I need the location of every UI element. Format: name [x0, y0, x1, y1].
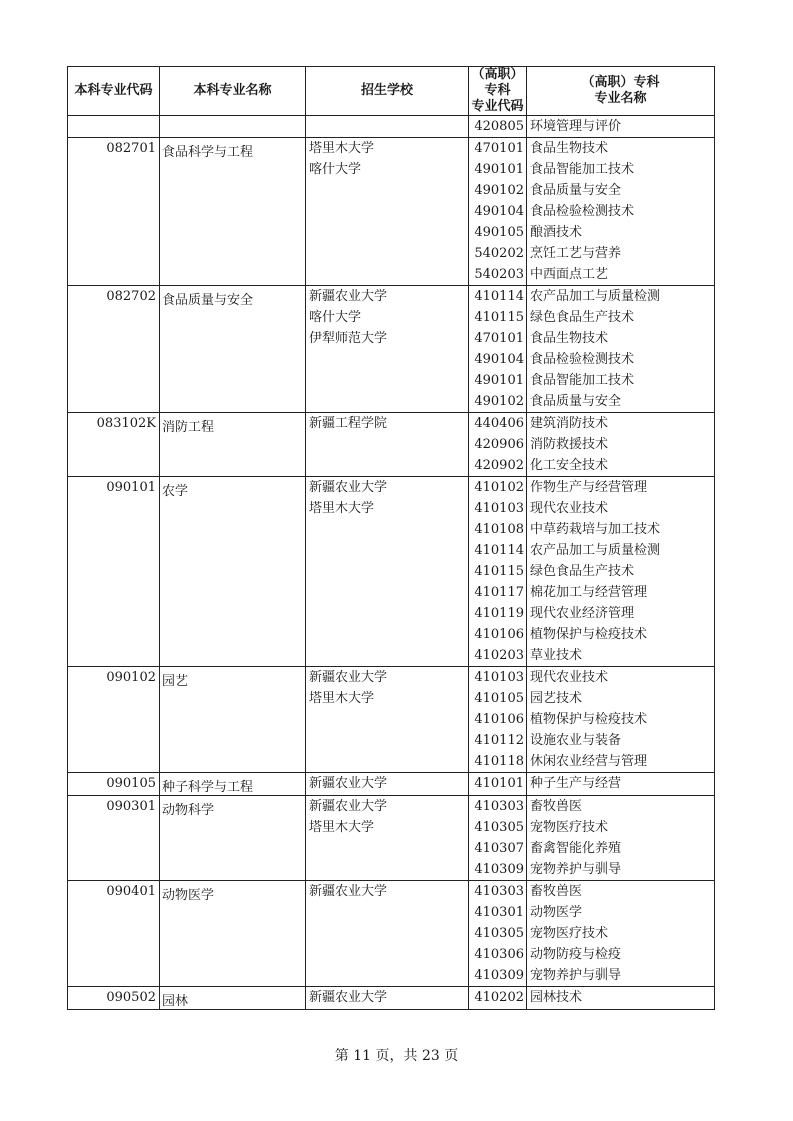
undergrad-code-cell: 090301 [68, 796, 160, 881]
vocational-code: 410115 [474, 564, 524, 579]
undergrad-code-cell: 082701 [68, 138, 160, 286]
vocational-code: 410119 [474, 606, 524, 621]
header-vocational-code-line2: 专业代码 [471, 99, 524, 114]
vocational-code-cell [469, 796, 527, 881]
school-cell [306, 773, 469, 796]
school-cell [306, 286, 469, 413]
undergrad-code-cell: 090105 [68, 773, 160, 796]
vocational-name: 现代农业技术 [530, 501, 609, 516]
table-row [68, 413, 715, 477]
header-vocational-name-line1: （高职）专科 [581, 75, 660, 90]
vocational-code: 490105 [474, 225, 524, 240]
vocational-code: 420805 [474, 119, 524, 134]
vocational-code-cell [469, 138, 527, 286]
school-name: 塔里木大学 [309, 820, 375, 835]
vocational-code: 410303 [474, 884, 524, 899]
vocational-code: 410301 [474, 905, 524, 920]
school-name: 新疆农业大学 [309, 670, 388, 685]
vocational-code: 410305 [474, 820, 524, 835]
vocational-name: 设施农业与装备 [530, 733, 622, 748]
major-table [67, 66, 715, 1010]
vocational-name: 植物保护与检疫技术 [530, 627, 648, 642]
vocational-name: 绿色食品生产技术 [530, 310, 635, 325]
school-name: 新疆农业大学 [309, 289, 388, 304]
vocational-code: 440406 [474, 416, 524, 431]
vocational-name-cell [527, 138, 715, 286]
school-name: 伊犁师范大学 [309, 331, 388, 346]
vocational-name: 休闲农业经营与管理 [530, 754, 648, 769]
school-name: 喀什大学 [309, 162, 362, 177]
header-undergrad-name: 本科专业名称 [160, 67, 306, 116]
vocational-name: 食品质量与安全 [530, 183, 622, 198]
vocational-name-cell [527, 286, 715, 413]
vocational-name: 农产品加工与质量检测 [530, 289, 661, 304]
undergrad-name-cell [160, 116, 306, 138]
vocational-name-cell [527, 413, 715, 477]
vocational-code: 410106 [474, 712, 524, 727]
vocational-name: 现代农业技术 [530, 670, 609, 685]
school-cell [306, 987, 469, 1010]
vocational-code: 410106 [474, 627, 524, 642]
vocational-name-cell [527, 116, 715, 138]
undergrad-name-cell: 农学 [160, 477, 306, 667]
school-cell [306, 667, 469, 773]
vocational-name: 棉花加工与经营管理 [530, 585, 648, 600]
vocational-name: 动物防疫与检疫 [530, 947, 622, 962]
vocational-code: 410303 [474, 799, 524, 814]
vocational-code: 410118 [474, 754, 524, 769]
vocational-name: 烹饪工艺与营养 [530, 246, 622, 261]
vocational-name: 动物医学 [530, 905, 583, 920]
vocational-code: 410114 [474, 289, 524, 304]
vocational-name: 绿色食品生产技术 [530, 564, 635, 579]
school-cell [306, 413, 469, 477]
school-name: 新疆农业大学 [309, 480, 388, 495]
vocational-name: 食品智能加工技术 [530, 373, 635, 388]
vocational-code: 410117 [474, 585, 524, 600]
table-row [68, 796, 715, 881]
table-row [68, 477, 715, 667]
page-number: 第 11 页，共 23 页 [334, 1048, 459, 1064]
school-name: 新疆工程学院 [309, 416, 388, 431]
vocational-name: 畜禽智能化养殖 [530, 841, 622, 856]
vocational-name: 食品检验检测技术 [530, 204, 635, 219]
vocational-code: 410103 [474, 501, 524, 516]
vocational-code: 410203 [474, 648, 524, 663]
vocational-name-cell [527, 796, 715, 881]
vocational-name: 畜牧兽医 [530, 799, 583, 814]
vocational-name: 食品质量与安全 [530, 394, 622, 409]
undergrad-name-cell: 食品质量与安全 [160, 286, 306, 413]
vocational-code: 410305 [474, 926, 524, 941]
vocational-name: 园林技术 [530, 990, 583, 1005]
vocational-name: 酿酒技术 [530, 225, 583, 240]
vocational-name: 植物保护与检疫技术 [530, 712, 648, 727]
vocational-name: 园艺技术 [530, 691, 583, 706]
vocational-code: 410103 [474, 670, 524, 685]
school-name: 新疆农业大学 [309, 990, 388, 1005]
undergrad-code-cell: 082702 [68, 286, 160, 413]
undergrad-code-cell: 090101 [68, 477, 160, 667]
school-name: 新疆农业大学 [309, 799, 388, 814]
vocational-code-cell [469, 477, 527, 667]
vocational-code: 490102 [474, 183, 524, 198]
vocational-name: 建筑消防技术 [530, 416, 609, 431]
table-row [68, 667, 715, 773]
vocational-name: 宠物医疗技术 [530, 926, 609, 941]
vocational-name: 作物生产与经营管理 [530, 480, 648, 495]
vocational-name-cell [527, 881, 715, 987]
vocational-code: 540202 [474, 246, 524, 261]
undergrad-code-cell: 083102K [68, 413, 160, 477]
vocational-name-cell [527, 667, 715, 773]
vocational-code: 410102 [474, 480, 524, 495]
vocational-code-cell [469, 987, 527, 1010]
school-cell [306, 116, 469, 138]
vocational-name: 现代农业经济管理 [530, 606, 635, 621]
vocational-code: 490104 [474, 204, 524, 219]
vocational-name: 化工安全技术 [530, 458, 609, 473]
vocational-name: 种子生产与经营 [530, 776, 622, 791]
vocational-name: 食品生物技术 [530, 141, 609, 156]
undergrad-code-cell [68, 116, 160, 138]
undergrad-code-cell: 090102 [68, 667, 160, 773]
vocational-code: 490104 [474, 352, 524, 367]
undergrad-name-cell: 园艺 [160, 667, 306, 773]
vocational-name: 宠物养护与驯导 [530, 968, 622, 983]
vocational-code-cell [469, 667, 527, 773]
vocational-code: 410306 [474, 947, 524, 962]
undergrad-name-cell: 食品科学与工程 [160, 138, 306, 286]
vocational-name: 农产品加工与质量检测 [530, 543, 661, 558]
vocational-code: 470101 [474, 331, 524, 346]
undergrad-name-cell: 动物医学 [160, 881, 306, 987]
vocational-code: 410114 [474, 543, 524, 558]
vocational-code-cell [469, 773, 527, 796]
vocational-name: 食品智能加工技术 [530, 162, 635, 177]
school-cell [306, 881, 469, 987]
header-vocational-name [527, 67, 715, 116]
vocational-code: 410307 [474, 841, 524, 856]
vocational-code: 490102 [474, 394, 524, 409]
vocational-name: 中草药栽培与加工技术 [530, 522, 661, 537]
header-vocational-name-line2: 专业名称 [594, 91, 647, 106]
vocational-name: 中西面点工艺 [530, 267, 609, 282]
vocational-code: 410115 [474, 310, 524, 325]
undergrad-name-cell: 消防工程 [160, 413, 306, 477]
vocational-code-cell [469, 116, 527, 138]
vocational-code: 410309 [474, 862, 524, 877]
vocational-code: 420902 [474, 458, 524, 473]
undergrad-code-cell: 090502 [68, 987, 160, 1010]
undergrad-name-cell: 种子科学与工程 [160, 773, 306, 796]
vocational-name: 宠物医疗技术 [530, 820, 609, 835]
school-name: 塔里木大学 [309, 691, 375, 706]
vocational-code-cell [469, 881, 527, 987]
vocational-name: 食品生物技术 [530, 331, 609, 346]
table-row [68, 773, 715, 796]
vocational-code: 490101 [474, 373, 524, 388]
vocational-code: 410112 [474, 733, 524, 748]
vocational-name: 食品检验检测技术 [530, 352, 635, 367]
vocational-name: 宠物养护与驯导 [530, 862, 622, 877]
header-vocational-code [469, 67, 527, 116]
school-name: 新疆农业大学 [309, 884, 388, 899]
vocational-code-cell [469, 413, 527, 477]
vocational-code: 410108 [474, 522, 524, 537]
vocational-name-cell [527, 987, 715, 1010]
table-row [68, 881, 715, 987]
vocational-code: 470101 [474, 141, 524, 156]
header-undergrad-code: 本科专业代码 [68, 67, 160, 116]
vocational-name: 消防救援技术 [530, 437, 609, 452]
school-name: 塔里木大学 [309, 141, 375, 156]
vocational-code: 410202 [474, 990, 524, 1005]
table-row [68, 286, 715, 413]
school-name: 新疆农业大学 [309, 776, 388, 791]
undergrad-code-cell: 090401 [68, 881, 160, 987]
school-cell [306, 138, 469, 286]
school-cell [306, 796, 469, 881]
header-vocational-code-line1: （高职）专科 [471, 67, 524, 98]
vocational-code-cell [469, 286, 527, 413]
school-name: 塔里木大学 [309, 501, 375, 516]
header-school: 招生学校 [306, 67, 469, 116]
vocational-name: 草业技术 [530, 648, 583, 663]
vocational-code: 410105 [474, 691, 524, 706]
vocational-code: 490101 [474, 162, 524, 177]
vocational-code: 420906 [474, 437, 524, 452]
vocational-name: 畜牧兽医 [530, 884, 583, 899]
table-row [68, 116, 715, 138]
vocational-code: 410309 [474, 968, 524, 983]
vocational-name-cell [527, 773, 715, 796]
vocational-name: 环境管理与评价 [530, 119, 622, 134]
table-header-row [68, 67, 715, 116]
table-row [68, 987, 715, 1010]
undergrad-name-cell: 园林 [160, 987, 306, 1010]
school-name: 喀什大学 [309, 310, 362, 325]
vocational-code: 540203 [474, 267, 524, 282]
school-cell [306, 477, 469, 667]
vocational-code: 410101 [474, 776, 524, 791]
vocational-name-cell [527, 477, 715, 667]
table-row [68, 138, 715, 286]
undergrad-name-cell: 动物科学 [160, 796, 306, 881]
